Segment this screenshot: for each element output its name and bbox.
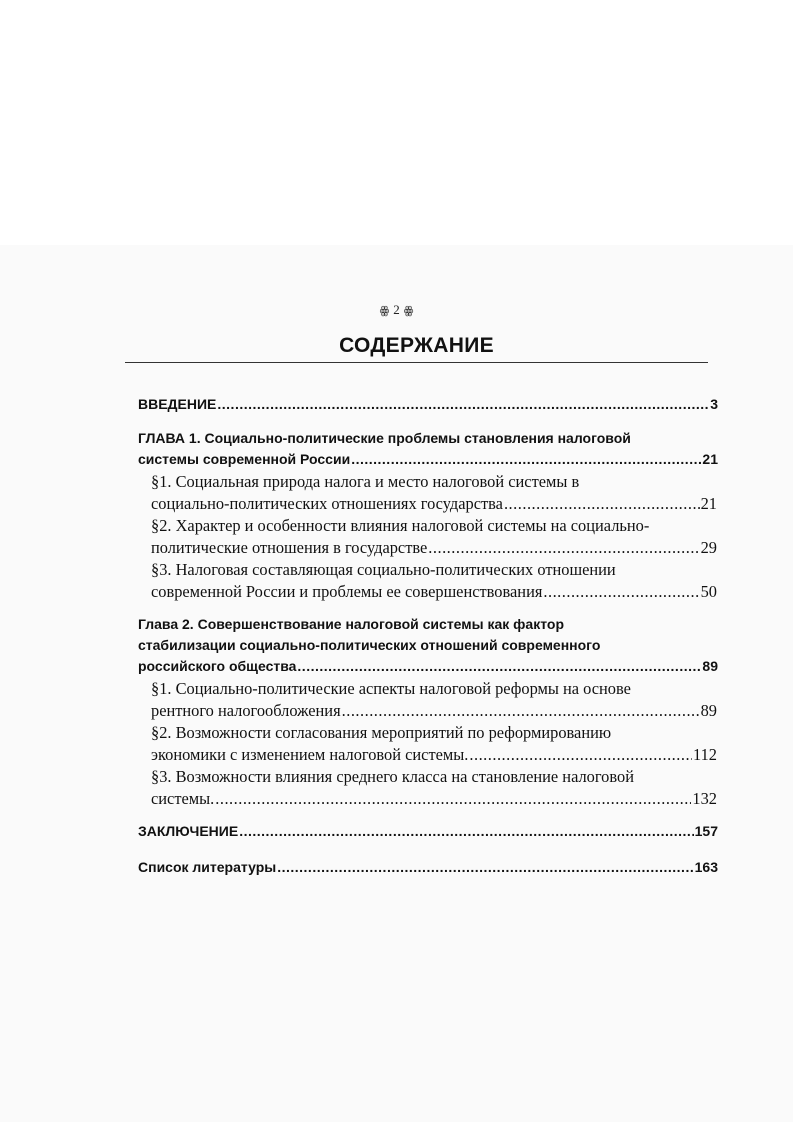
toc-section-2-2-line2[interactable] — [151, 745, 717, 767]
toc-entry-label: §3. Налоговая составляющая социально-политических отношении — [151, 560, 616, 579]
dot-leader — [543, 582, 699, 602]
toc-chapter2-line1[interactable] — [138, 616, 718, 638]
toc-section-2-3-line1[interactable] — [151, 767, 717, 789]
dot-leader — [217, 396, 709, 412]
toc-section-1-2-line1[interactable] — [151, 516, 717, 538]
toc-entry-label: §2. Возможности согласования мероприятий по реформированию — [151, 723, 612, 742]
page-title: СОДЕРЖАНИЕ — [339, 334, 494, 357]
toc-page-number: 132 — [692, 789, 717, 808]
toc-entry-intro[interactable] — [138, 396, 718, 418]
toc-page-number: 50 — [700, 582, 717, 601]
dot-leader — [504, 494, 700, 514]
toc-entry-label: социально-политических отношениях государства — [151, 494, 503, 513]
toc-entry-label: §2. Характер и особенности влияния налоговой системы на социально- — [151, 516, 650, 535]
dot-leader — [277, 859, 693, 875]
toc-chapter2-line3[interactable] — [138, 658, 718, 680]
toc-page-number: 3 — [710, 396, 718, 412]
toc-chapter2-line2[interactable] — [138, 637, 718, 659]
toc-entry-label: системы. — [151, 789, 215, 808]
toc-page-number: 29 — [700, 538, 717, 557]
toc-page-number: 89 — [700, 701, 717, 720]
toc-section-2-3-line2[interactable] — [151, 789, 717, 811]
toc-page-number: 112 — [693, 745, 717, 764]
toc-section-2-1-line1[interactable] — [151, 679, 717, 701]
dot-leader — [351, 451, 701, 467]
dot-leader — [342, 701, 700, 721]
toc-entry-label: Список литературы — [138, 859, 277, 875]
toc-entry-label: §3. Возможности влияния среднего класса на становление налоговой — [151, 767, 634, 786]
toc-section-1-1-line1[interactable] — [151, 472, 717, 494]
dot-leader — [428, 538, 699, 558]
toc-entry-label: современной России и проблемы ее совершенствования — [151, 582, 543, 601]
dot-leader — [469, 745, 692, 765]
toc-entry-conclusion[interactable] — [138, 823, 718, 845]
toc-entry-label: экономики с изменением налоговой системы. — [151, 745, 469, 764]
toc-page-number: 157 — [694, 823, 718, 839]
toc-entry-label: §1. Социальная природа налога и место налоговой системы в — [151, 472, 580, 491]
toc-entry-label: политические отношения в государстве — [151, 538, 428, 557]
toc-section-1-3-line2[interactable] — [151, 582, 717, 604]
dot-leader — [215, 789, 691, 809]
left-ornament-icon: ꙮ — [379, 305, 390, 317]
toc-section-1-1-line2[interactable] — [151, 494, 717, 516]
toc-section-1-3-line1[interactable] — [151, 560, 717, 582]
toc-page-number: 21 — [702, 451, 718, 467]
toc-entry-label: рентного налогообложения — [151, 701, 341, 720]
toc-entry-label: ЗАКЛЮЧЕНИЕ — [138, 823, 239, 839]
toc-chapter1-line2[interactable] — [138, 451, 718, 473]
toc-chapter1-line1[interactable] — [138, 430, 718, 452]
toc-section-2-1-line2[interactable] — [151, 701, 717, 723]
toc-entry-label: ВВЕДЕНИЕ — [138, 396, 217, 412]
toc-entry-label: ГЛАВА 1. Социально-политические проблемы становления налоговой — [138, 430, 631, 446]
toc-entry-label: Глава 2. Совершенствование налоговой системы как фактор — [138, 616, 564, 632]
toc-page-number: 21 — [700, 494, 717, 513]
toc-page-number: 163 — [694, 859, 718, 875]
toc-page-number: 89 — [702, 658, 718, 674]
right-ornament-icon: ꙮ — [403, 305, 414, 317]
toc-entry-label: системы современной России — [138, 451, 351, 467]
toc-entry-bibliography[interactable] — [138, 859, 718, 881]
toc-entry-label: российского общества — [138, 658, 297, 674]
toc-section-2-2-line1[interactable] — [151, 723, 717, 745]
page-number-value: 2 — [393, 302, 400, 317]
dot-leader — [239, 823, 693, 839]
title-divider — [125, 362, 708, 363]
toc-entry-label: §1. Социально-политические аспекты налоговой реформы на основе — [151, 679, 631, 698]
toc-entry-label: стабилизации социально-политических отношений современного — [138, 637, 601, 653]
toc-section-1-2-line2[interactable] — [151, 538, 717, 560]
dot-leader — [297, 658, 701, 674]
page-number — [0, 302, 793, 318]
